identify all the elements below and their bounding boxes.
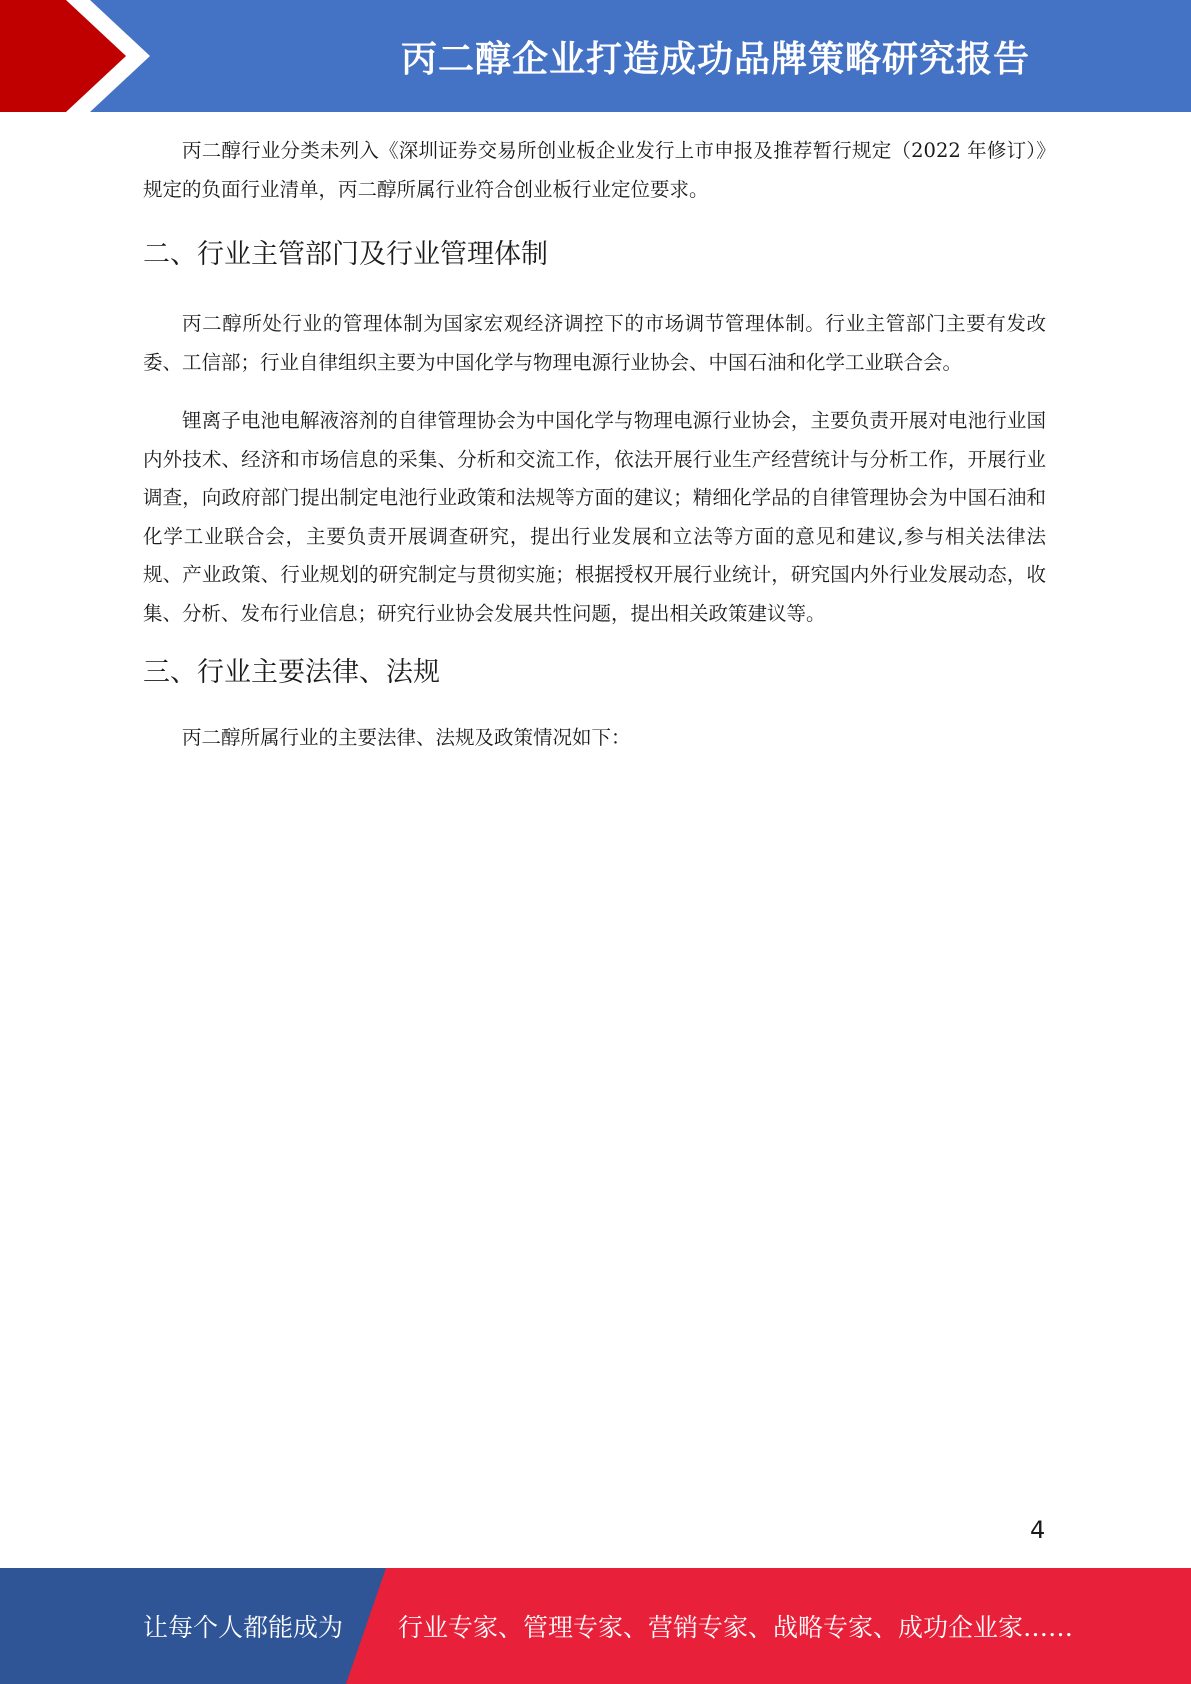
footer-slogan-left: 让每个人都能成为 bbox=[143, 1613, 344, 1642]
paragraph-intro: 丙二醇行业分类未列入《深圳证券交易所创业板企业发行上市申报及推荐暂行规定（2022 年修订）》规定的负面行业清单，丙二醇所属行业符合创业板行业定位要求。 bbox=[143, 139, 1046, 201]
section-heading-2: 二、行业主管部门及行业管理体制 bbox=[143, 239, 548, 270]
document-body bbox=[143, 132, 1046, 758]
chevron-decoration bbox=[0, 0, 240, 112]
section-heading-3: 三、行业主要法律、法规 bbox=[143, 657, 440, 688]
footer-slogan-right: 行业专家、管理专家、营销专家、战略专家、成功企业家…… bbox=[398, 1613, 1074, 1642]
paragraph-laws-intro: 丙二醇所属行业的主要法律、法规及政策情况如下： bbox=[182, 726, 631, 749]
footer-banner bbox=[0, 1568, 1191, 1684]
paragraph-management-system: 丙二醇所处行业的管理体制为国家宏观经济调控下的市场调节管理体制。行业主管部门主要有发改委、工信部；行业自律组织主要为中国化学与物理电源行业协会、中国石油和化学工业联合会。 bbox=[143, 312, 1046, 374]
paragraph-self-regulation: 锂离子电池电解液溶剂的自律管理协会为中国化学与物理电源行业协会，主要负责开展对电池行业国内外技术、经济和市场信息的采集、分析和交流工作，依法开展行业生产经营统计与分析工作，开展行业调查，向政府部门提出制定电池行业政策和法规等方面的建议；精细化学品的自律管理协会为中国石油和化学工业联合会，主要负责开展调查研究，提出行业发展和立法等方面的意见和建议,参与相关法律法规、产业政策、行业规划的研究制定与贯彻实施；根据授权开展行业统计，研究国内外行业发展动态，收集、分析、发布行业信息；研究行业协会发展共性问题，提出相关政策建议等。 bbox=[143, 409, 1046, 625]
header-banner bbox=[0, 0, 1191, 112]
page-number: 4 bbox=[1030, 1516, 1046, 1544]
report-title: 丙二醇企业打造成功品牌策略研究报告 bbox=[400, 38, 1030, 80]
